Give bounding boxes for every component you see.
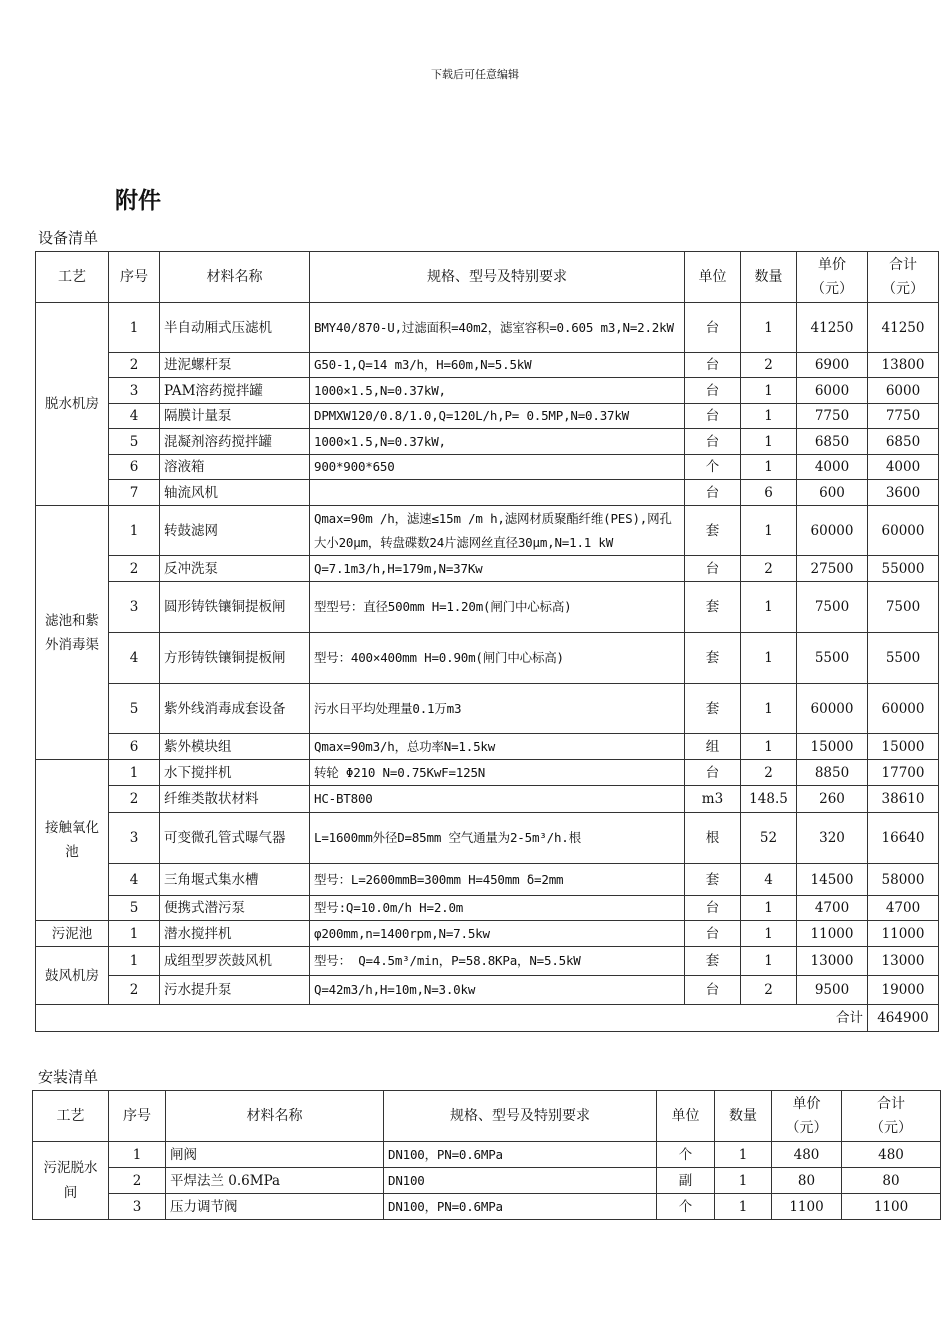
row-unit: 套 [685, 864, 741, 896]
row-no: 7 [109, 480, 160, 506]
table-row [36, 378, 939, 404]
row-price: 4000 [797, 455, 868, 480]
row-unit: 套 [685, 582, 741, 633]
row-total: 58000 [868, 864, 939, 896]
row-unit: 台 [685, 353, 741, 378]
row-price: 14500 [797, 864, 868, 896]
table-row [36, 947, 939, 976]
row-qty: 4 [741, 864, 797, 896]
row-qty: 148.5 [741, 786, 797, 813]
row-no: 2 [109, 1168, 166, 1194]
row-total: 6000 [868, 378, 939, 404]
row-unit: 台 [685, 976, 741, 1005]
row-qty: 1 [741, 582, 797, 633]
row-price: 4700 [797, 896, 868, 921]
row-total: 60000 [868, 684, 939, 734]
table-row [36, 921, 939, 947]
install-header-row [33, 1091, 941, 1142]
row-price: 1100 [772, 1194, 842, 1220]
row-qty: 2 [741, 760, 797, 786]
table-row [36, 353, 939, 378]
process-group-cell: 污泥池 [36, 921, 109, 947]
row-unit: 组 [685, 734, 741, 760]
row-name: 平焊法兰 0.6MPa [166, 1168, 384, 1194]
row-total: 41250 [868, 303, 939, 353]
row-price: 6850 [797, 429, 868, 455]
row-name: 隔膜计量泵 [160, 404, 310, 429]
row-spec: DN100 [384, 1168, 657, 1194]
col-qty: 数量 [715, 1091, 772, 1142]
row-unit: 套 [685, 684, 741, 734]
row-name: 潜水搅拌机 [160, 921, 310, 947]
row-price: 60000 [797, 684, 868, 734]
row-total: 7750 [868, 404, 939, 429]
row-total: 480 [842, 1142, 941, 1168]
row-qty: 1 [741, 404, 797, 429]
row-qty: 1 [741, 734, 797, 760]
row-unit: 个 [657, 1194, 715, 1220]
equipment-list-title: 设备清单 [38, 229, 99, 247]
row-spec: 型号:Q=10.0m/h H=2.0m [310, 896, 685, 921]
row-qty: 1 [741, 633, 797, 684]
row-name: 紫外模块组 [160, 734, 310, 760]
row-name: 反冲洗泵 [160, 556, 310, 582]
row-spec: DN100，PN=0.6MPa [384, 1194, 657, 1220]
row-name: 可变微孔管式曝气器 [160, 813, 310, 864]
page-title: 附件 [115, 188, 161, 214]
row-total: 17700 [868, 760, 939, 786]
row-unit: 套 [685, 633, 741, 684]
row-name: 三角堰式集水槽 [160, 864, 310, 896]
row-spec: 污水日平均处理量0.1万m3 [310, 684, 685, 734]
col-process: 工艺 [33, 1091, 109, 1142]
row-price: 6000 [797, 378, 868, 404]
table-row [36, 813, 939, 864]
row-unit: 根 [685, 813, 741, 864]
row-no: 2 [109, 353, 160, 378]
table-row [36, 734, 939, 760]
equipment-table [35, 251, 939, 1032]
row-spec: 型号：L=2600mmB=300mm H=450mm δ=2mm [310, 864, 685, 896]
row-qty: 1 [741, 429, 797, 455]
row-no: 4 [109, 404, 160, 429]
row-qty: 1 [741, 506, 797, 556]
row-price: 600 [797, 480, 868, 506]
row-spec: 900*900*650 [310, 455, 685, 480]
row-qty: 1 [715, 1168, 772, 1194]
row-qty: 1 [715, 1194, 772, 1220]
col-process: 工艺 [36, 252, 109, 303]
row-name: 闸阀 [166, 1142, 384, 1168]
row-spec: DN100，PN=0.6MPa [384, 1142, 657, 1168]
row-spec: L=1600mm外径D=85mm 空气通量为2-5m³/h.根 [310, 813, 685, 864]
row-spec: HC-BT800 [310, 786, 685, 813]
row-spec: Q=42m3/h,H=10m,N=3.0kw [310, 976, 685, 1005]
row-price: 41250 [797, 303, 868, 353]
table-row [36, 582, 939, 633]
table-row [36, 760, 939, 786]
row-spec: 1000×1.5,N=0.37kW, [310, 378, 685, 404]
row-unit: 台 [685, 404, 741, 429]
row-name: 污水提升泵 [160, 976, 310, 1005]
row-unit: 个 [685, 455, 741, 480]
row-spec: G50-1,Q=14 m3/h，H=60m,N=5.5kW [310, 353, 685, 378]
table-row [36, 429, 939, 455]
row-unit: 台 [685, 480, 741, 506]
row-name: 圆形铸铁镶铜提板闸 [160, 582, 310, 633]
row-no: 4 [109, 864, 160, 896]
row-total: 4700 [868, 896, 939, 921]
row-no: 2 [109, 556, 160, 582]
row-no: 5 [109, 896, 160, 921]
row-total: 13000 [868, 947, 939, 976]
row-unit: 套 [685, 506, 741, 556]
col-no: 序号 [109, 252, 160, 303]
install-table [32, 1090, 941, 1220]
row-name: 水下搅拌机 [160, 760, 310, 786]
table-row [36, 455, 939, 480]
row-name: 半自动厢式压滤机 [160, 303, 310, 353]
process-group-cell: 滤池和紫外消毒渠 [36, 506, 109, 760]
row-qty: 1 [715, 1142, 772, 1168]
row-unit: m3 [685, 786, 741, 813]
row-price: 11000 [797, 921, 868, 947]
row-qty: 1 [741, 684, 797, 734]
row-unit: 台 [685, 378, 741, 404]
row-no: 6 [109, 734, 160, 760]
row-price: 6900 [797, 353, 868, 378]
row-spec: φ200mm,n=1400rpm,N=7.5kw [310, 921, 685, 947]
row-spec: BMY40/870-U,过滤面积=40m2，滤室容积=0.605 m3,N=2.2kW [310, 303, 685, 353]
row-no: 1 [109, 506, 160, 556]
row-no: 3 [109, 813, 160, 864]
install-row [33, 1194, 941, 1220]
row-qty: 2 [741, 976, 797, 1005]
table-row [36, 404, 939, 429]
row-price: 15000 [797, 734, 868, 760]
row-no: 4 [109, 633, 160, 684]
row-no: 1 [109, 760, 160, 786]
row-qty: 1 [741, 303, 797, 353]
row-spec [310, 480, 685, 506]
col-unit: 单位 [657, 1091, 715, 1142]
row-total: 5500 [868, 633, 939, 684]
row-no: 6 [109, 455, 160, 480]
table-row [36, 506, 939, 556]
row-qty: 1 [741, 378, 797, 404]
row-name: PAM溶药搅拌罐 [160, 378, 310, 404]
table-header-row [36, 252, 939, 303]
row-spec: Qmax=90m3/h，总功率N=1.5kw [310, 734, 685, 760]
table-row [36, 556, 939, 582]
row-unit: 副 [657, 1168, 715, 1194]
row-total: 60000 [868, 506, 939, 556]
row-name: 混凝剂溶药搅拌罐 [160, 429, 310, 455]
row-total: 7500 [868, 582, 939, 633]
row-qty: 6 [741, 480, 797, 506]
row-no: 3 [109, 582, 160, 633]
row-name: 压力调节阀 [166, 1194, 384, 1220]
row-no: 3 [109, 1194, 166, 1220]
table-row [36, 786, 939, 813]
row-qty: 52 [741, 813, 797, 864]
row-name: 纤维类散状材料 [160, 786, 310, 813]
row-unit: 台 [685, 921, 741, 947]
row-spec: Q=7.1m3/h,H=179m,N=37Kw [310, 556, 685, 582]
process-group-cell: 脱水机房 [36, 303, 109, 506]
row-qty: 2 [741, 353, 797, 378]
sum-row [36, 1005, 939, 1032]
col-total: 合计 （元） [868, 252, 939, 303]
row-price: 5500 [797, 633, 868, 684]
row-name: 进泥螺杆泵 [160, 353, 310, 378]
row-price: 7750 [797, 404, 868, 429]
install-list-title: 安装清单 [38, 1068, 99, 1086]
col-price: 单价 （元） [772, 1091, 842, 1142]
row-price: 13000 [797, 947, 868, 976]
row-qty: 1 [741, 921, 797, 947]
row-price: 260 [797, 786, 868, 813]
row-spec: 1000×1.5,N=0.37kW, [310, 429, 685, 455]
row-spec: 型号：400×400mm H=0.90m(闸门中心标高) [310, 633, 685, 684]
process-group-cell: 接触氧化池 [36, 760, 109, 921]
col-price: 单价 （元） [797, 252, 868, 303]
row-unit: 台 [685, 556, 741, 582]
sum-label: 合计 [36, 1005, 868, 1032]
row-total: 6850 [868, 429, 939, 455]
row-no: 2 [109, 976, 160, 1005]
row-name: 便携式潜污泵 [160, 896, 310, 921]
row-spec: DPMXW120/0.8/1.0,Q=120L/h,P= 0.5MP,N=0.37kW [310, 404, 685, 429]
col-name: 材料名称 [160, 252, 310, 303]
row-qty: 1 [741, 947, 797, 976]
row-unit: 台 [685, 303, 741, 353]
row-total: 19000 [868, 976, 939, 1005]
row-price: 9500 [797, 976, 868, 1005]
row-name: 紫外线消毒成套设备 [160, 684, 310, 734]
row-name: 转鼓滤网 [160, 506, 310, 556]
row-total: 80 [842, 1168, 941, 1194]
table-row [36, 896, 939, 921]
row-price: 60000 [797, 506, 868, 556]
row-spec: 转轮 Φ210 N=0.75KwF=125N [310, 760, 685, 786]
row-total: 4000 [868, 455, 939, 480]
col-name: 材料名称 [166, 1091, 384, 1142]
row-name: 成组型罗茨鼓风机 [160, 947, 310, 976]
row-no: 2 [109, 786, 160, 813]
row-spec: 型号： Q=4.5m³/min，P=58.8KPa，N=5.5kW [310, 947, 685, 976]
table-row [36, 684, 939, 734]
table-row [36, 864, 939, 896]
row-price: 8850 [797, 760, 868, 786]
col-no: 序号 [109, 1091, 166, 1142]
row-qty: 1 [741, 455, 797, 480]
row-no: 1 [109, 1142, 166, 1168]
row-no: 1 [109, 947, 160, 976]
page-header: 下载后可任意编辑 [431, 68, 519, 81]
install-group-cell: 污泥脱水间 [33, 1142, 109, 1220]
row-total: 16640 [868, 813, 939, 864]
row-total: 1100 [842, 1194, 941, 1220]
row-name: 方形铸铁镶铜提板闸 [160, 633, 310, 684]
row-price: 320 [797, 813, 868, 864]
row-unit: 台 [685, 760, 741, 786]
row-no: 3 [109, 378, 160, 404]
row-unit: 台 [685, 896, 741, 921]
row-name: 轴流风机 [160, 480, 310, 506]
row-qty: 2 [741, 556, 797, 582]
row-unit: 个 [657, 1142, 715, 1168]
row-total: 3600 [868, 480, 939, 506]
row-total: 55000 [868, 556, 939, 582]
table-row [36, 480, 939, 506]
row-no: 5 [109, 429, 160, 455]
col-spec: 规格、型号及特别要求 [310, 252, 685, 303]
row-no: 1 [109, 921, 160, 947]
row-spec: Qmax=90m /h，滤速≤15m /m h,滤网材质聚酯纤维(PES),网孔大小20μm，转盘碟数24片滤网丝直径30μm,N=1.1 kW [310, 506, 685, 556]
install-row [33, 1168, 941, 1194]
install-row [33, 1142, 941, 1168]
row-name: 溶液箱 [160, 455, 310, 480]
row-unit: 套 [685, 947, 741, 976]
col-spec: 规格、型号及特别要求 [384, 1091, 657, 1142]
row-total: 38610 [868, 786, 939, 813]
col-qty: 数量 [741, 252, 797, 303]
row-unit: 台 [685, 429, 741, 455]
process-group-cell: 鼓风机房 [36, 947, 109, 1005]
row-total: 15000 [868, 734, 939, 760]
row-total: 13800 [868, 353, 939, 378]
row-no: 5 [109, 684, 160, 734]
col-total: 合计 （元） [842, 1091, 941, 1142]
row-price: 80 [772, 1168, 842, 1194]
row-total: 11000 [868, 921, 939, 947]
row-qty: 1 [741, 896, 797, 921]
col-unit: 单位 [685, 252, 741, 303]
row-price: 7500 [797, 582, 868, 633]
table-row [36, 976, 939, 1005]
row-no: 1 [109, 303, 160, 353]
row-price: 480 [772, 1142, 842, 1168]
sum-value: 464900 [868, 1005, 939, 1032]
row-spec: 型型号：直径500mm H=1.20m(闸门中心标高) [310, 582, 685, 633]
table-row [36, 303, 939, 353]
row-price: 27500 [797, 556, 868, 582]
table-row [36, 633, 939, 684]
